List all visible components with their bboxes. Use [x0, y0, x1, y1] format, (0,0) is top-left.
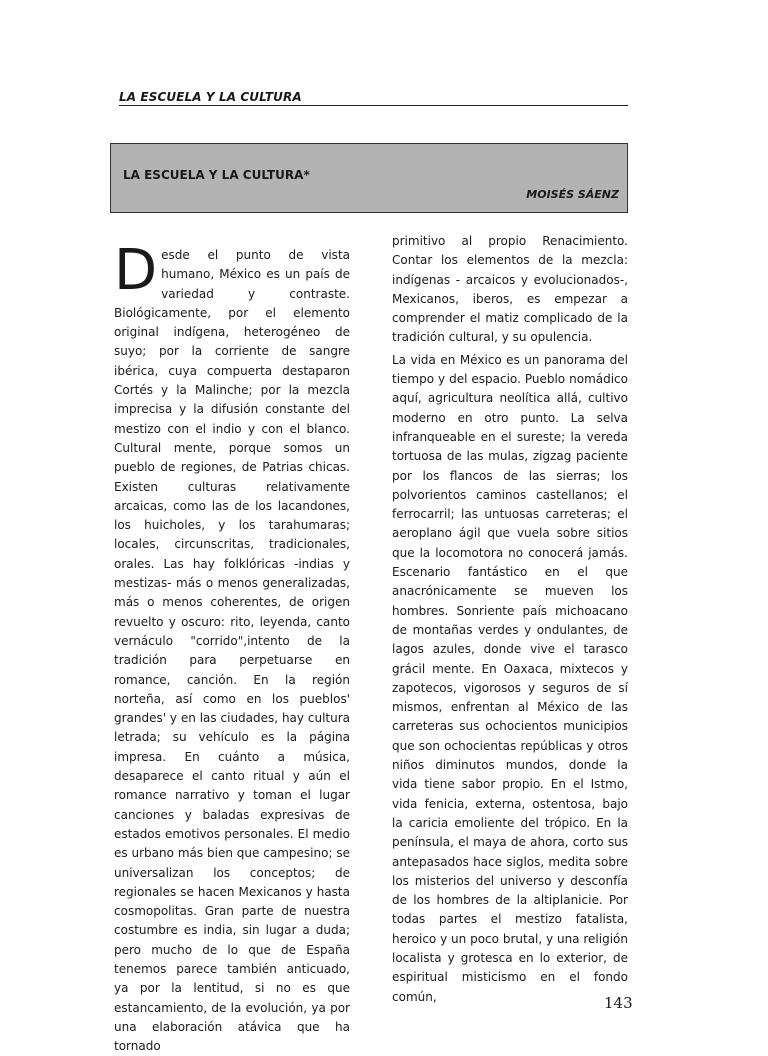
drop-cap: D — [114, 238, 158, 303]
article-author: MOISÉS SÁENZ — [526, 188, 619, 201]
right-column — [392, 232, 628, 1004]
title-block — [110, 143, 628, 213]
left-column — [114, 238, 350, 1054]
body-paragraph: primitivo al propio Renacimiento. Contar los elementos de la mezcla: indígenas - arcaicos y evolucionados-, Mexicanos, iberos, es empezar a comprender el matiz complicado de la tradición cultural, y su opulencia. — [392, 234, 628, 345]
article-title: LA ESCUELA Y LA CULTURA* — [123, 168, 310, 182]
body-paragraph — [114, 238, 350, 1056]
body-paragraph: La vida en México es un panorama del tiempo y del espacio. Pueblo nomádico aquí, agricultura neolítica allá, cultivo moderno en otro punto. La selva infranqueable en el sureste; la vereda tortuosa de las mulas, zigzag paciente por los flancos de las sierras; los polvorientos caminos castellanos; el ferrocarril; las untuosas carreteras; el aeroplano ágil que vuela sobre sitios que la locomotora no conocerá jamás. Escenario fantástico en el que anacrónicamente se mueven los hombres. Sonriente país michoacano de montañas verdes y ondulantes, de lagos azules, donde vive el tarasco grácil mente. En Oaxaca, mixtecos y zapotecos, vigorosos y seguros de sí mismos, enfrentan al México de las carreteras sus ochocientos municipios que son ochocientas repúblicas y otros niños diminutos mundos, donde la vida tiene sabor propio. En el Istmo, vida fenicia, externa, ostentosa, bajo la caricia emoliente del trópico. En la península, el maya de ahora, corto sus antepasados hace siglos, medita sobre los misterios del universo y desconfía de los hombres de la altiplanicie. Por todas partes el mestizo fatalista, heroico y un poco brutal, y una religión localista y grotesca en lo exterior, de espiritual misticismo en el fondo común, — [392, 352, 628, 1004]
running-head: LA ESCUELA Y LA CULTURA — [119, 90, 628, 106]
page-number: 143 — [604, 994, 633, 1012]
paragraph-text: esde el punto de vista humano, México es un país de variedad y contraste. Biológicamente, por el elemento original indígena, heterogéneo de suyo; por la corriente de sangre ibérica, cuya compuerta destaparon Cortés y la Malinche; por la mezcla imprecisa y la difusión constante del mestizo con el indio y con el blanco. Cultural mente, porque somos un pueblo de regiones, de Patrias chicas. Existen culturas relativamente arcaicas, como las de los lacandones, los huicholes, y los tarahumaras; locales, circunscritas, tradicionales, orales. Las hay folklóricas -indias y mestizas- más o menos generalizadas, más o menos coherentes, de origen revuelto y oscuro: rito, leyenda, canto vernáculo "corrido",intento de la tradición para perpetuarse en romance, canción. En la región norteña, así como en los pueblos' grandes' y en las ciudades, hay cultura letrada; su vehículo es la página impresa. En cuánto a música, desaparece el canto ritual y aún el romance narrativo y toman el lugar canciones y baladas expresivas de estados emotivos personales. El medio es urbano más bien que campesino; se universalizan los conceptos; de regionales se hacen Mexicanos y hasta cosmopolitas. Gran parte de nuestra costumbre es india, sin lugar a duda; pero mucho de lo que de España tenemos parece también anticuado, ya por la lentitud, si no es que estancamiento, de la evolución, ya por una elaboración atávica que ha tornado — [114, 248, 350, 1054]
